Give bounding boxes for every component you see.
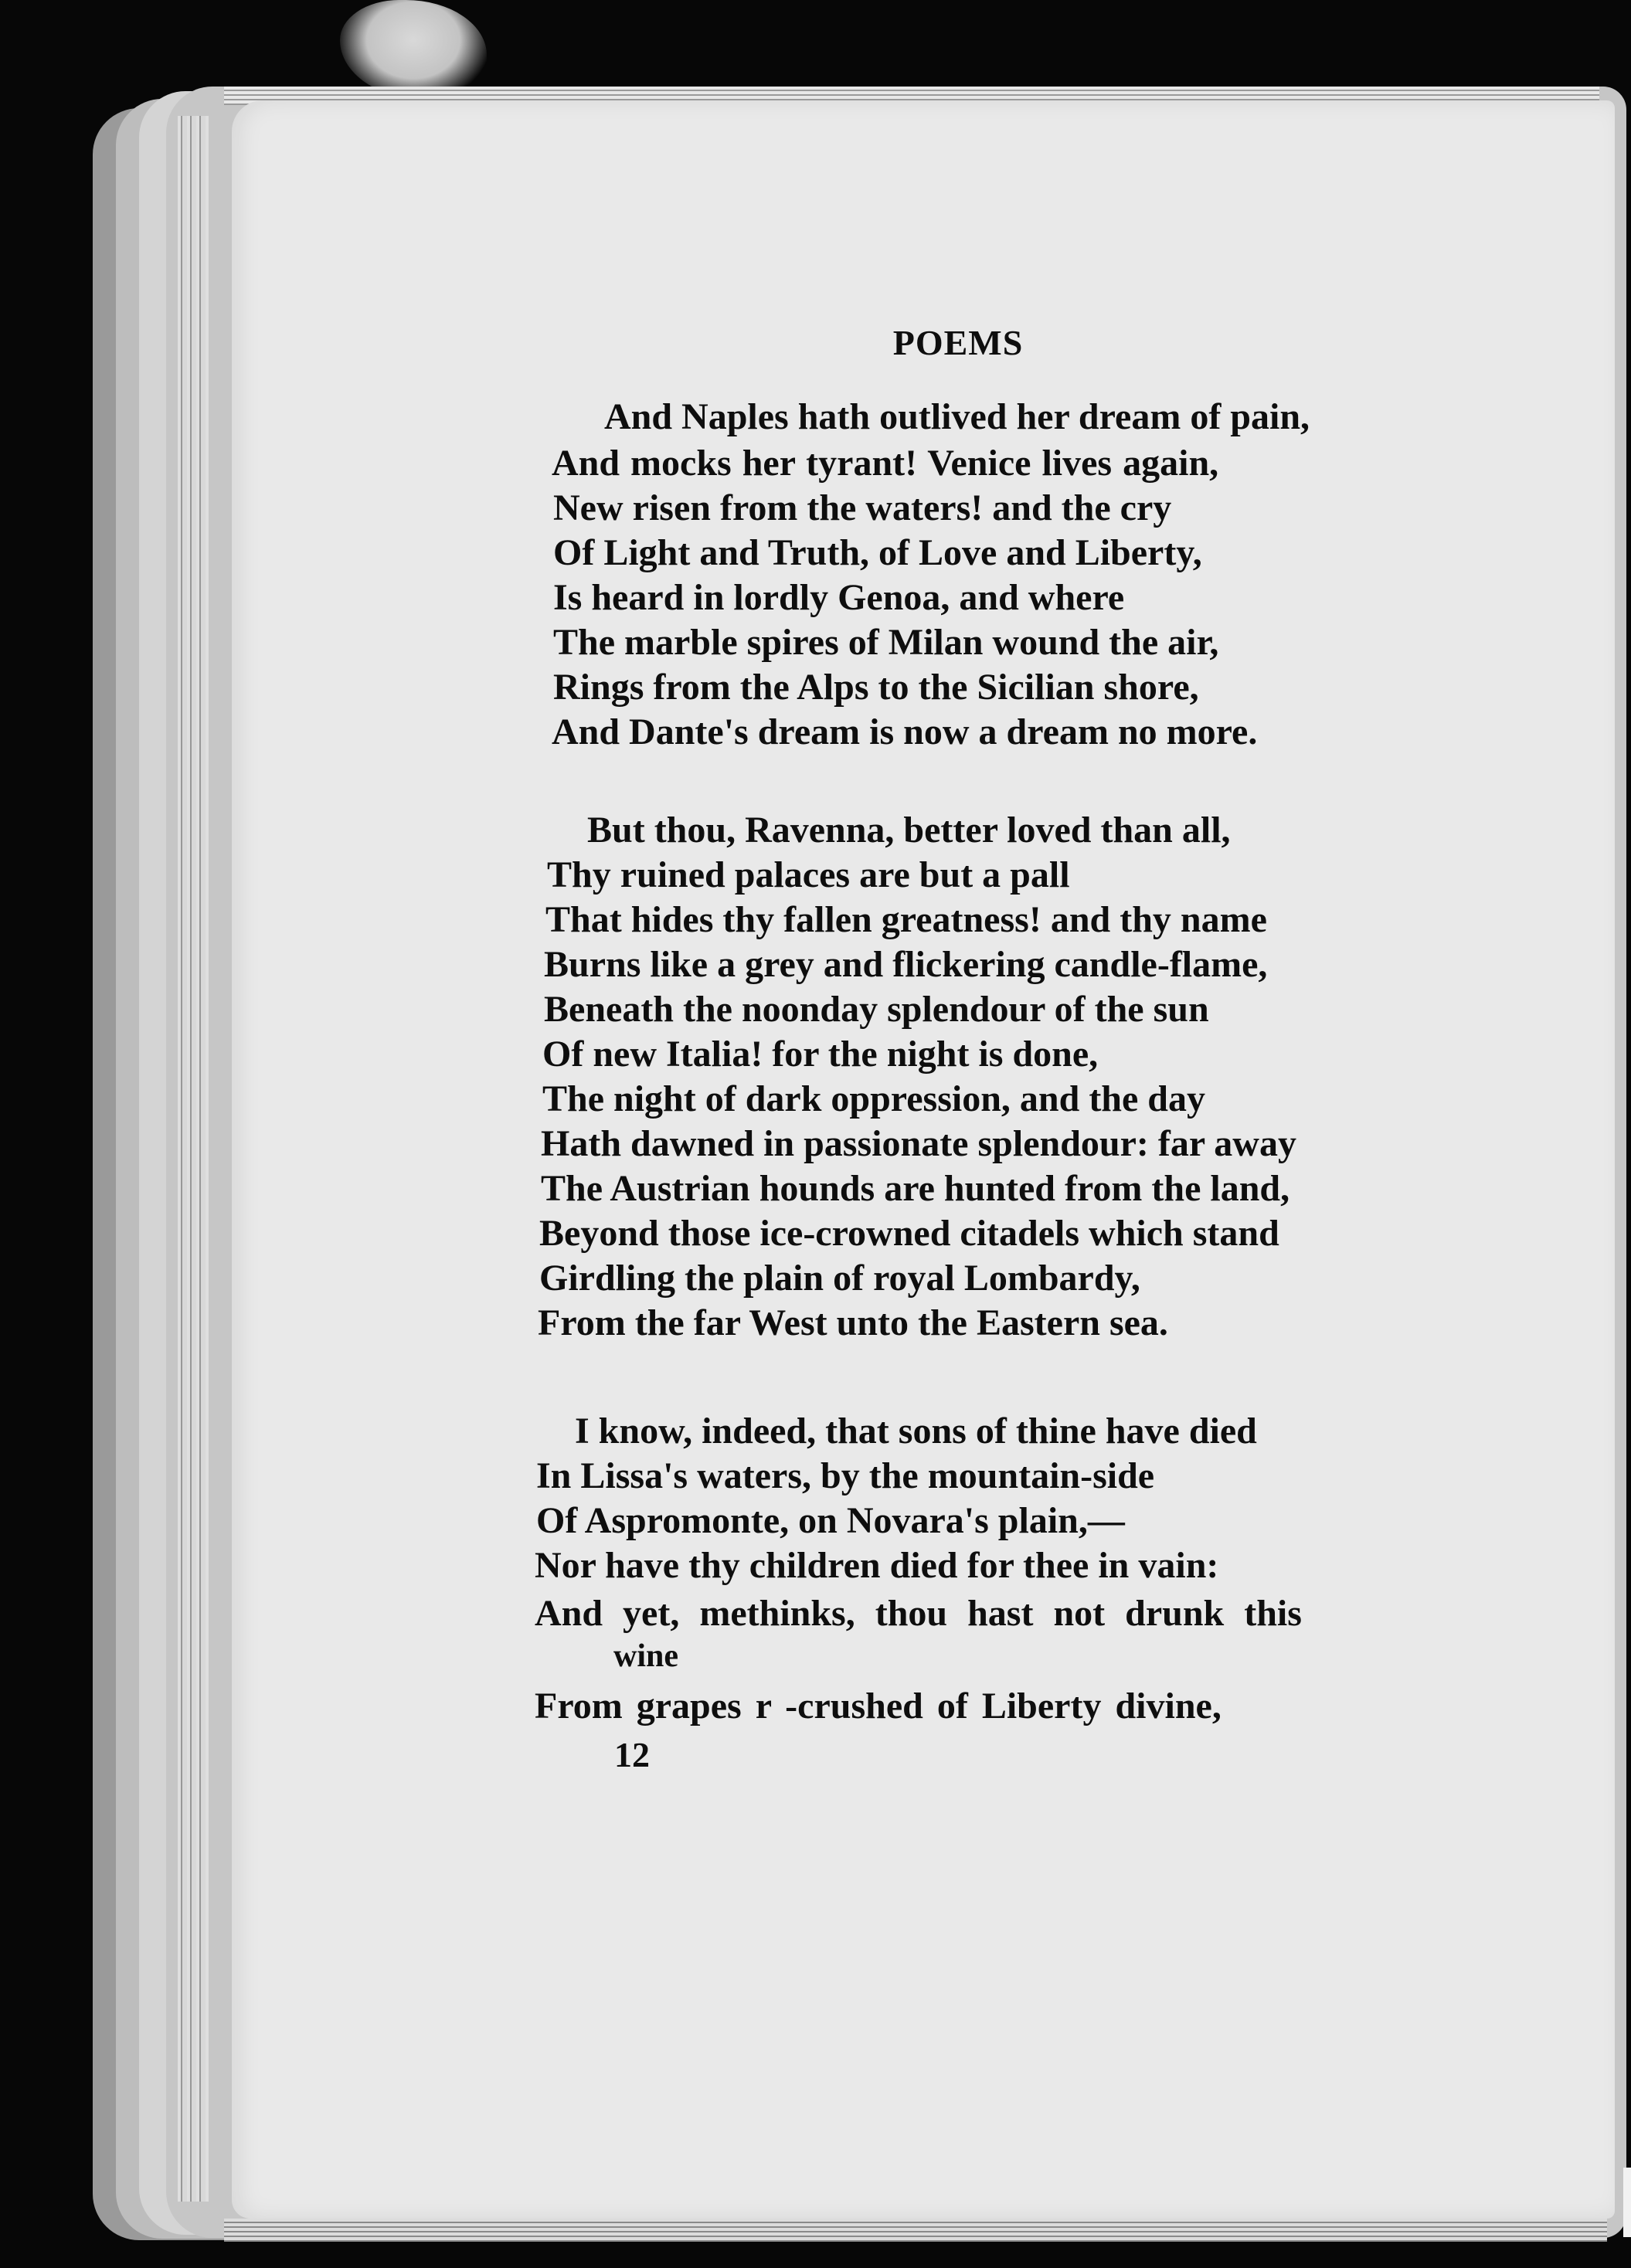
poem-line: Beneath the noonday splendour of the sun [544, 989, 1209, 1030]
poem-line: Of Aspromonte, on Novara's plain,— [536, 1500, 1125, 1541]
poem-line: Nor have thy children died for thee in vain: [535, 1545, 1219, 1586]
poem-line: Of new Italia! for the night is done, [542, 1034, 1099, 1075]
poem-line: The marble spires of Milan wound the air, [553, 622, 1219, 663]
poem-line: The Austrian hounds are hunted from the land, [541, 1168, 1290, 1209]
poem-line: In Lissa's waters, by the mountain-side [536, 1455, 1155, 1496]
poem-line: New risen from the waters! and the cry [553, 487, 1172, 528]
poem-line: And yet, methinks, thou hast not drunk this [535, 1593, 1302, 1634]
poem-line: The night of dark oppression, and the day [542, 1078, 1205, 1119]
poem-line: And Naples hath outlived her dream of pain, [604, 396, 1310, 437]
poem-line: Thy ruined palaces are but a pall [547, 854, 1070, 895]
poem-line: Burns like a grey and flickering candle-flame, [544, 944, 1268, 985]
poem-line: Of Light and Truth, of Love and Liberty, [553, 532, 1202, 573]
scan-artifact [1623, 2168, 1631, 2237]
poem-line: From the far West unto the Eastern sea. [538, 1302, 1168, 1343]
poem-line: But thou, Ravenna, better loved than all, [587, 810, 1231, 850]
poem-line: That hides thy fallen greatness! and thy name [545, 899, 1267, 940]
poem-line: From grapes r -crushed of Liberty divine, [535, 1686, 1222, 1726]
poem-line: And Dante's dream is now a dream no more. [552, 711, 1258, 752]
poem-line: And mocks her tyrant! Venice lives again, [552, 443, 1219, 484]
poem-line: Girdling the plain of royal Lombardy, [539, 1258, 1140, 1299]
poem-line: Is heard in lordly Genoa, and where [553, 577, 1125, 618]
poem-line: I know, indeed, that sons of thine have died [575, 1411, 1257, 1451]
page-number: 12 [614, 1735, 650, 1774]
poem-line: Hath dawned in passionate splendour: far away [541, 1123, 1296, 1164]
poem-line: Rings from the Alps to the Sicilian shore, [553, 667, 1199, 708]
poem-line: Beyond those ice-crowned citadels which stand [539, 1213, 1279, 1254]
running-head: POEMS [892, 323, 1024, 362]
poem-line-continuation: wine [613, 1638, 678, 1674]
